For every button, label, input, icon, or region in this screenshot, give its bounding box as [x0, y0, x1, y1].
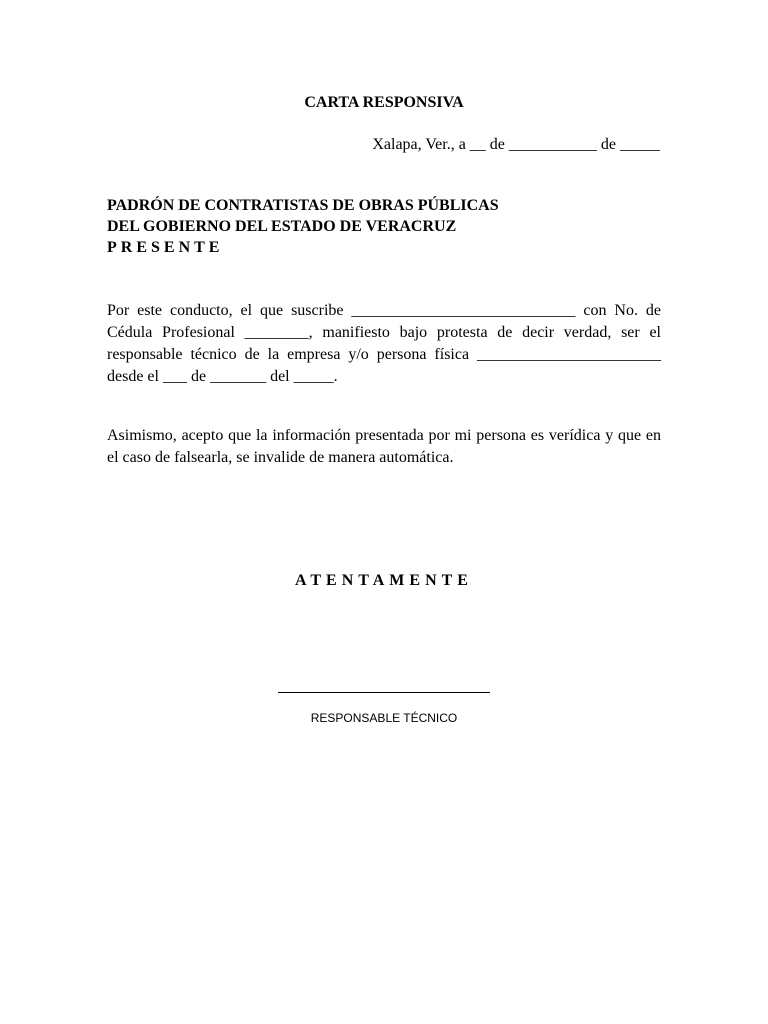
- document-title: CARTA RESPONSIVA: [304, 94, 464, 111]
- closing: ATENTAMENTE: [295, 572, 473, 589]
- addressee-line-3: PRESENTE: [107, 239, 224, 256]
- addressee-block: [107, 195, 499, 258]
- body-paragraph-1: Por este conducto, el que suscribe ____________________________ con No. de Cédula Profesional ________, manifiesto bajo protesta de decir verdad, ser el responsable técnico de la empresa y/o persona física _______________________ desde el ___ de _______ del _____.: [107, 302, 661, 385]
- signature-line: [278, 692, 490, 693]
- dateline: Xalapa, Ver., a __ de ___________ de _____: [372, 136, 660, 153]
- addressee-line-2: DEL GOBIERNO DEL ESTADO DE VERACRUZ: [107, 218, 457, 235]
- body-paragraph-2: Asimismo, acepto que la información presentada por mi persona es verídica y que en el caso de falsearla, se invalide de manera automática.: [107, 427, 661, 466]
- signature-caption: RESPONSABLE TÉCNICO: [310, 711, 458, 725]
- addressee-line-1: PADRÓN DE CONTRATISTAS DE OBRAS PÚBLICAS: [107, 197, 499, 214]
